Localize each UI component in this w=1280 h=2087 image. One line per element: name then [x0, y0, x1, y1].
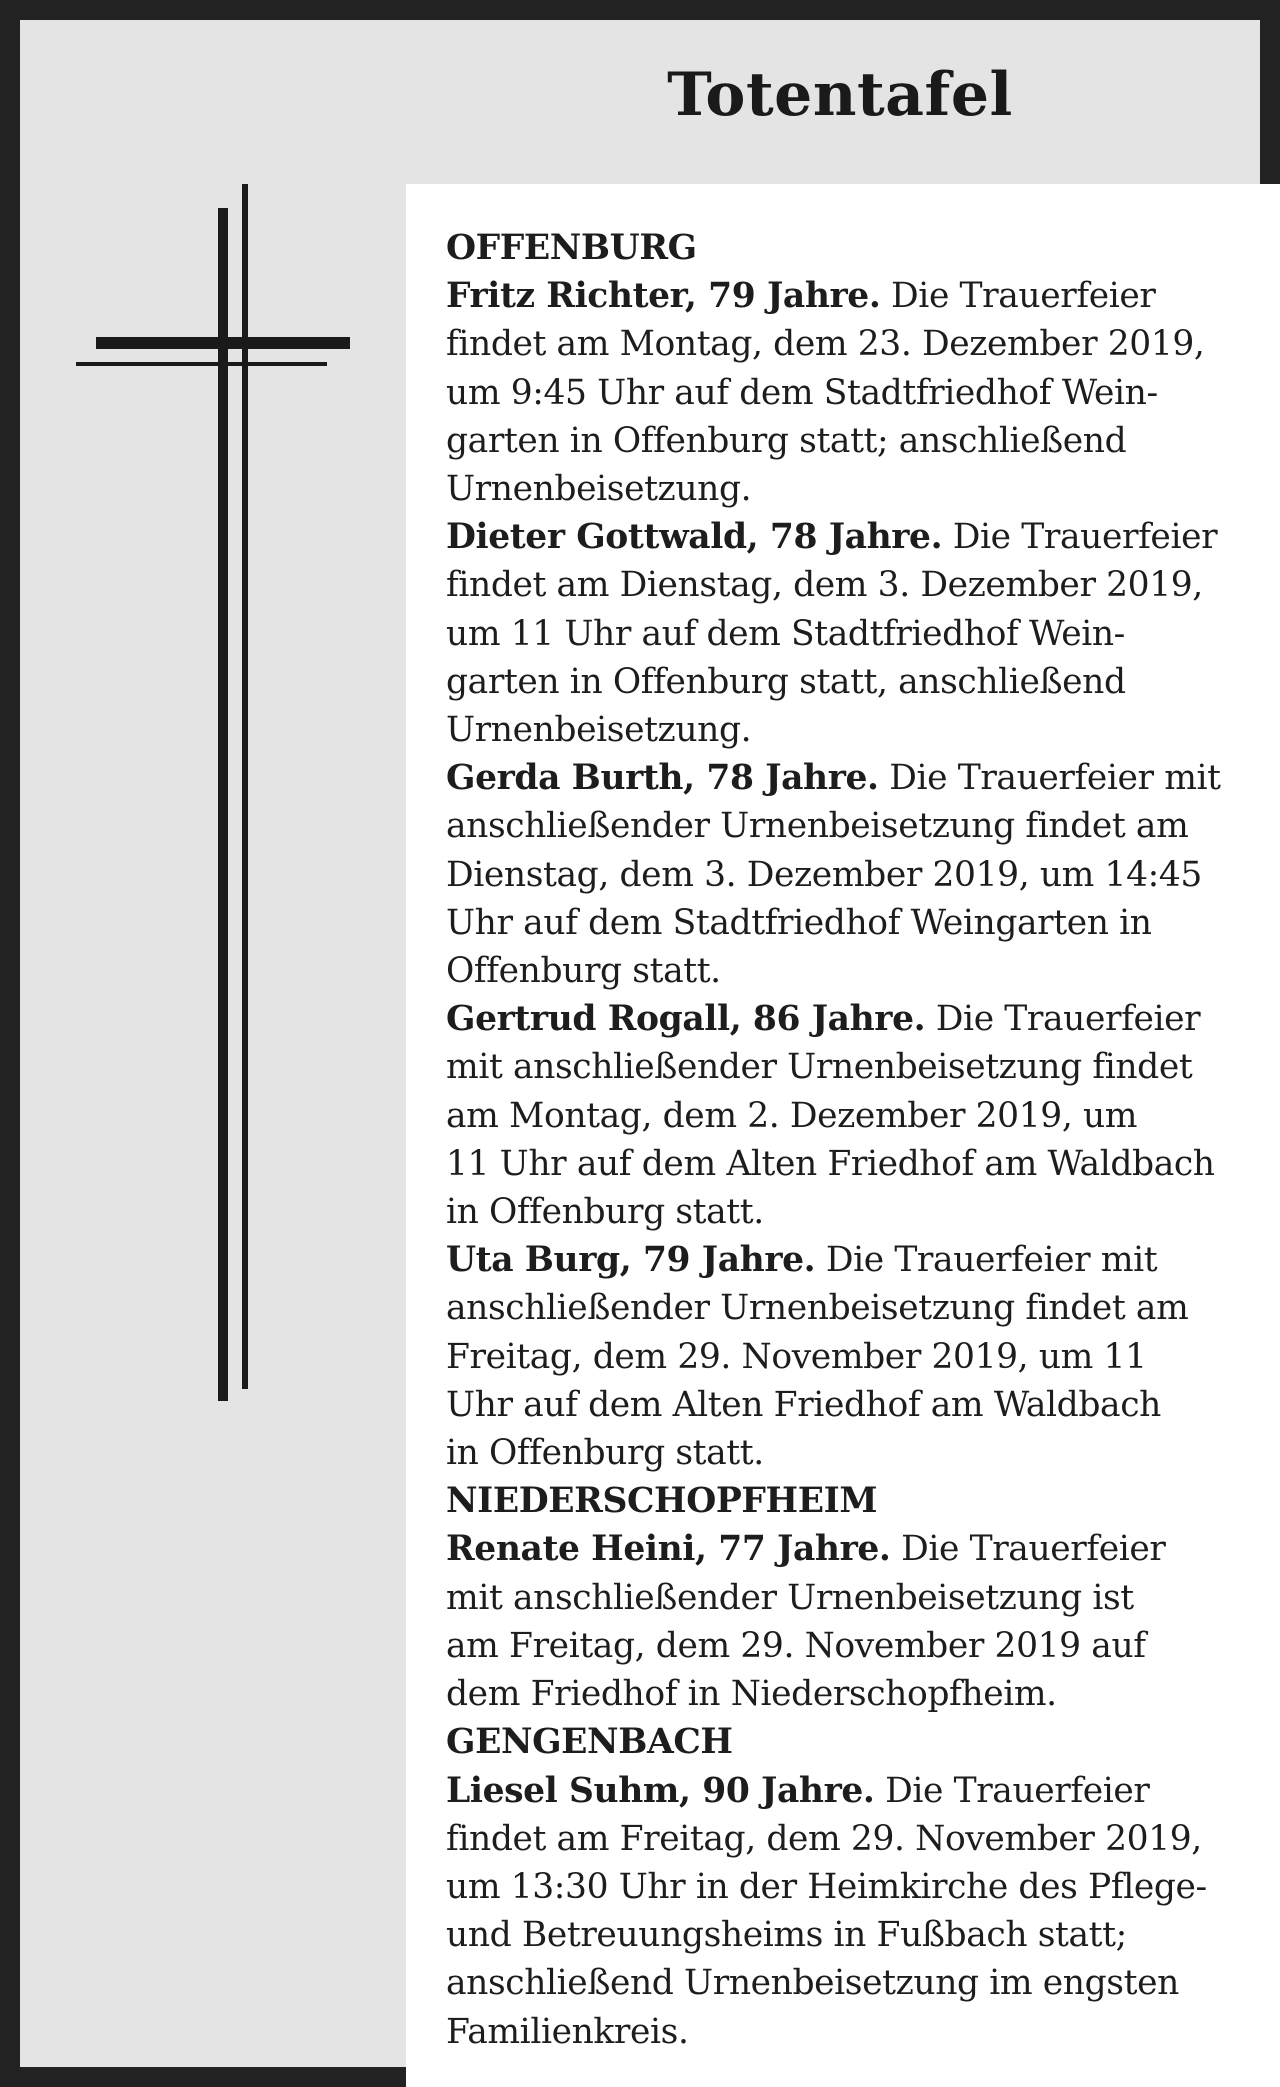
obituary-entry [446, 1525, 1266, 1573]
obituary-entries [446, 224, 1266, 2056]
entry-text-line: Offenburg statt. [446, 951, 721, 992]
entry-text-line: Die Trauerfeier [880, 276, 1156, 317]
deceased-name: Fritz Richter, 79 Jahre. [446, 276, 881, 317]
entry-text-line: mit anschließender Urnenbeisetzung ist [446, 1577, 1134, 1618]
cross-horizontal-bar-thick [96, 337, 350, 349]
entry-text-line: Freitag, dem 29. November 2019, um 11 [446, 1336, 1147, 1377]
entry-text-line: 11 Uhr auf dem Alten Friedhof am Waldbach [446, 1143, 1215, 1184]
entry-text-line: um 9:45 Uhr auf dem Stadtfriedhof Wein- [446, 372, 1158, 413]
obituary-entry [446, 995, 1266, 1043]
entry-text-line: um 13:30 Uhr in der Heimkirche des Pflege- [446, 1866, 1207, 1907]
entry-text-line: Die Trauerfeier [874, 1770, 1150, 1811]
entry-text-line: Die Trauerfeier [890, 1529, 1166, 1570]
entry-text-line: in Offenburg statt. [446, 1192, 764, 1233]
entry-text-line: Dienstag, dem 3. Dezember 2019, um 14:45 [446, 854, 1202, 895]
region-heading: NIEDERSCHOPFHEIM [446, 1481, 878, 1522]
deceased-name: Gertrud Rogall, 86 Jahre. [446, 999, 926, 1040]
entry-text-line: findet am Freitag, dem 29. November 2019, [446, 1818, 1202, 1859]
obituary-entry [446, 1236, 1266, 1284]
deceased-name: Renate Heini, 77 Jahre. [446, 1529, 891, 1570]
entry-text-line: garten in Offenburg statt, anschließend [446, 661, 1126, 702]
entry-text-line: um 11 Uhr auf dem Stadtfriedhof Wein- [446, 613, 1125, 654]
deceased-name: Dieter Gottwald, 78 Jahre. [446, 517, 943, 558]
obituary-entry [446, 272, 1266, 320]
region-heading: GENGENBACH [446, 1722, 733, 1763]
deceased-name: Uta Burg, 79 Jahre. [446, 1240, 816, 1281]
entry-text-line: findet am Montag, dem 23. Dezember 2019, [446, 324, 1205, 365]
entry-text-line: Familienkreis. [446, 2011, 689, 2052]
region-heading: OFFENBURG [446, 228, 697, 268]
entry-text-line: und Betreuungsheims in Fußbach statt; [446, 1915, 1127, 1956]
obituary-entry [446, 754, 1266, 802]
deceased-name: Gerda Burth, 78 Jahre. [446, 758, 879, 799]
entry-text-line: Uhr auf dem Stadtfriedhof Weingarten in [446, 902, 1152, 943]
entry-text-line: am Freitag, dem 29. November 2019 auf [446, 1625, 1146, 1666]
entry-text-line: Die Trauerfeier [925, 999, 1201, 1040]
entry-text-line: Die Trauerfeier mit [878, 758, 1221, 799]
entry-text-line: mit anschließender Urnenbeisetzung findet [446, 1047, 1193, 1088]
obituary-list-panel [406, 184, 1280, 2087]
cross-horizontal-bar-thin [76, 362, 327, 366]
entry-text-line: dem Friedhof in Niederschopfheim. [446, 1674, 1057, 1715]
entry-text-line: anschließender Urnenbeisetzung findet am [446, 1288, 1189, 1329]
cross-icon [20, 20, 380, 1420]
entry-text-line: Urnenbeisetzung. [446, 710, 752, 751]
entry-text-line: Uhr auf dem Alten Friedhof am Waldbach [446, 1384, 1161, 1425]
obituary-entry [446, 1767, 1266, 1815]
page-title: Totentafel [667, 60, 1013, 130]
entry-text-line: Urnenbeisetzung. [446, 469, 752, 510]
entry-text-line: am Montag, dem 2. Dezember 2019, um [446, 1095, 1138, 1136]
entry-text-line: anschließend Urnenbeisetzung im engsten [446, 1963, 1179, 2004]
entry-text-line: findet am Dienstag, dem 3. Dezember 2019, [446, 565, 1203, 606]
cross-vertical-bar-left [218, 208, 228, 1401]
entry-text-line: garten in Offenburg statt; anschließend [446, 420, 1127, 461]
entry-text-line: in Offenburg statt. [446, 1433, 764, 1474]
deceased-name: Liesel Suhm, 90 Jahre. [446, 1770, 875, 1811]
entry-text-line: Die Trauerfeier [942, 517, 1218, 558]
obituary-entry [446, 513, 1266, 561]
entry-text-line: Die Trauerfeier mit [815, 1240, 1158, 1281]
entry-text-line: anschließender Urnenbeisetzung findet am [446, 806, 1189, 847]
